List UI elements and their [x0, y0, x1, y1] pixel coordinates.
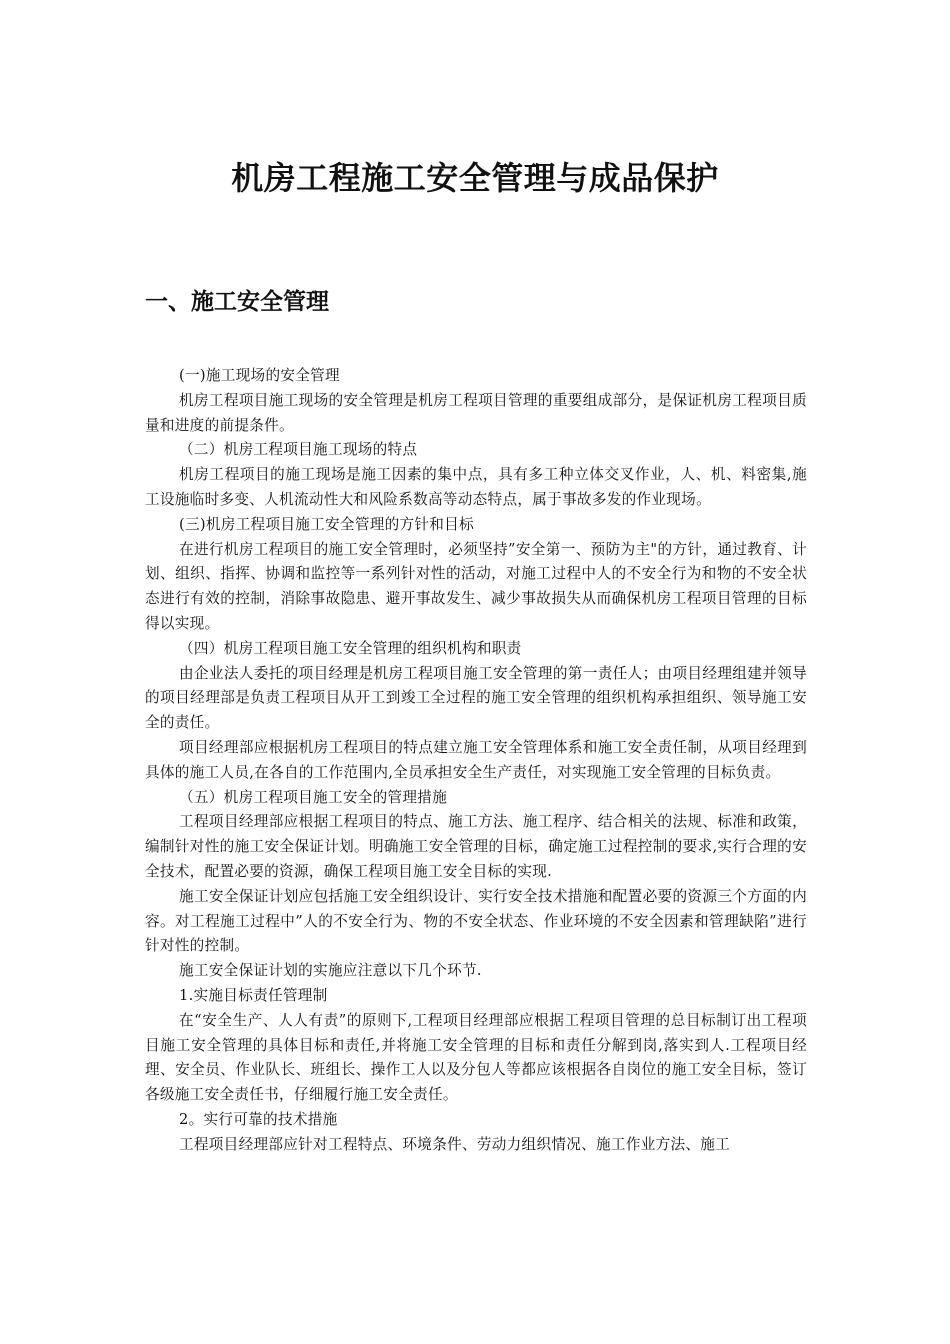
paragraph: 机房工程项目的施工现场是施工因素的集中点，具有多工种立体交叉作业，人、机、料密集,施工设施临时多变、人机流动性大和风险系数高等动态特点，属于事故多发的作业现场。 [145, 466, 807, 508]
paragraph: 由企业法人委托的项目经理是机房工程项目施工安全管理的第一责任人；由项目经理组建并领导的项目经理部是负责工程项目从开工到竣工全过程的施工安全管理的组织机构承担组织、领导施工安全的责任。 [145, 664, 807, 732]
subsection-heading: (三)机房工程项目施工安全管理的方针和目标 [179, 515, 474, 533]
paragraph: 工程项目经理部应根据工程项目的特点、施工方法、施工程序、结合相关的法规、标准和政策，编制针对性的施工安全保证计划。明确施工安全管理的目标，确定施工过程控制的要求,实行合理的安全技术，配置必要的资源，确保工程项目施工安全目标的实现. [145, 813, 807, 880]
subsection-heading: （五）机房工程项目施工安全的管理措施 [179, 788, 448, 806]
paragraph: 施工安全保证计划的实施应注意以下几个环节. [179, 962, 482, 980]
document-body [145, 364, 807, 1158]
subsection-heading: 1.实施目标责任管理制 [179, 986, 328, 1004]
paragraph: 在进行机房工程项目的施工安全管理时，必须坚持”安全第一、预防为主"的方针，通过教育、计划、组织、指挥、协调和监控等一系列针对性的活动，对施工过程中人的不安全行为和物的不安全状态进行有效的控制，消除事故隐患、避开事故发生、减少事故损失从而确保机房工程项目管理的目标得以实现。 [145, 540, 807, 632]
subsection-heading: (一)施工现场的安全管理 [179, 367, 340, 384]
paragraph: 机房工程项目施工现场的安全管理是机房工程项目管理的重要组成部分，是保证机房工程项目质量和进度的前提条件。 [145, 391, 807, 434]
subsection-heading: 2。实行可靠的技术措施 [179, 1110, 338, 1128]
paragraph: 工程项目经理部应针对工程特点、环境条件、劳动力组织情况、施工作业方法、施工 [179, 1135, 731, 1153]
document-title: 机房工程施工安全管理与成品保护 [231, 159, 719, 197]
paragraph: 项目经理部应根据机房工程项目的特点建立施工安全管理体系和施工安全责任制，从项目经理到具体的施工人员,在各自的工作范围内,全员承担安全生产责任，对实现施工安全管理的目标负责。 [145, 738, 807, 781]
subsection-heading: （四）机房工程项目施工安全管理的组织机构和职责 [179, 639, 522, 657]
paragraph: 施工安全保证计划应包括施工安全组织设计、实行安全技术措施和配置必要的资源三个方面的内容。对工程施工过程中”人的不安全行为、物的不安全状态、作业环境的不安全因素和管理缺陷”进行针对性的控制。 [145, 887, 807, 955]
section-heading: 一、施工安全管理 [145, 289, 329, 315]
paragraph: 在“安全生产、人人有责”的原则下,工程项目经理部应根据工程项目管理的总目标制订出工程项目施工安全管理的具体目标和责任,并将施工安全管理的目标和责任分解到岗,落实到人.工程项目经理、安全员、作业队长、班组长、操作工人以及分包人等都应该根据各自岗位的施工安全目标，签订各级施工安全责任书，仔细履行施工安全责任。 [145, 1011, 807, 1104]
subsection-heading: （二）机房工程项目施工现场的特点 [179, 441, 418, 459]
